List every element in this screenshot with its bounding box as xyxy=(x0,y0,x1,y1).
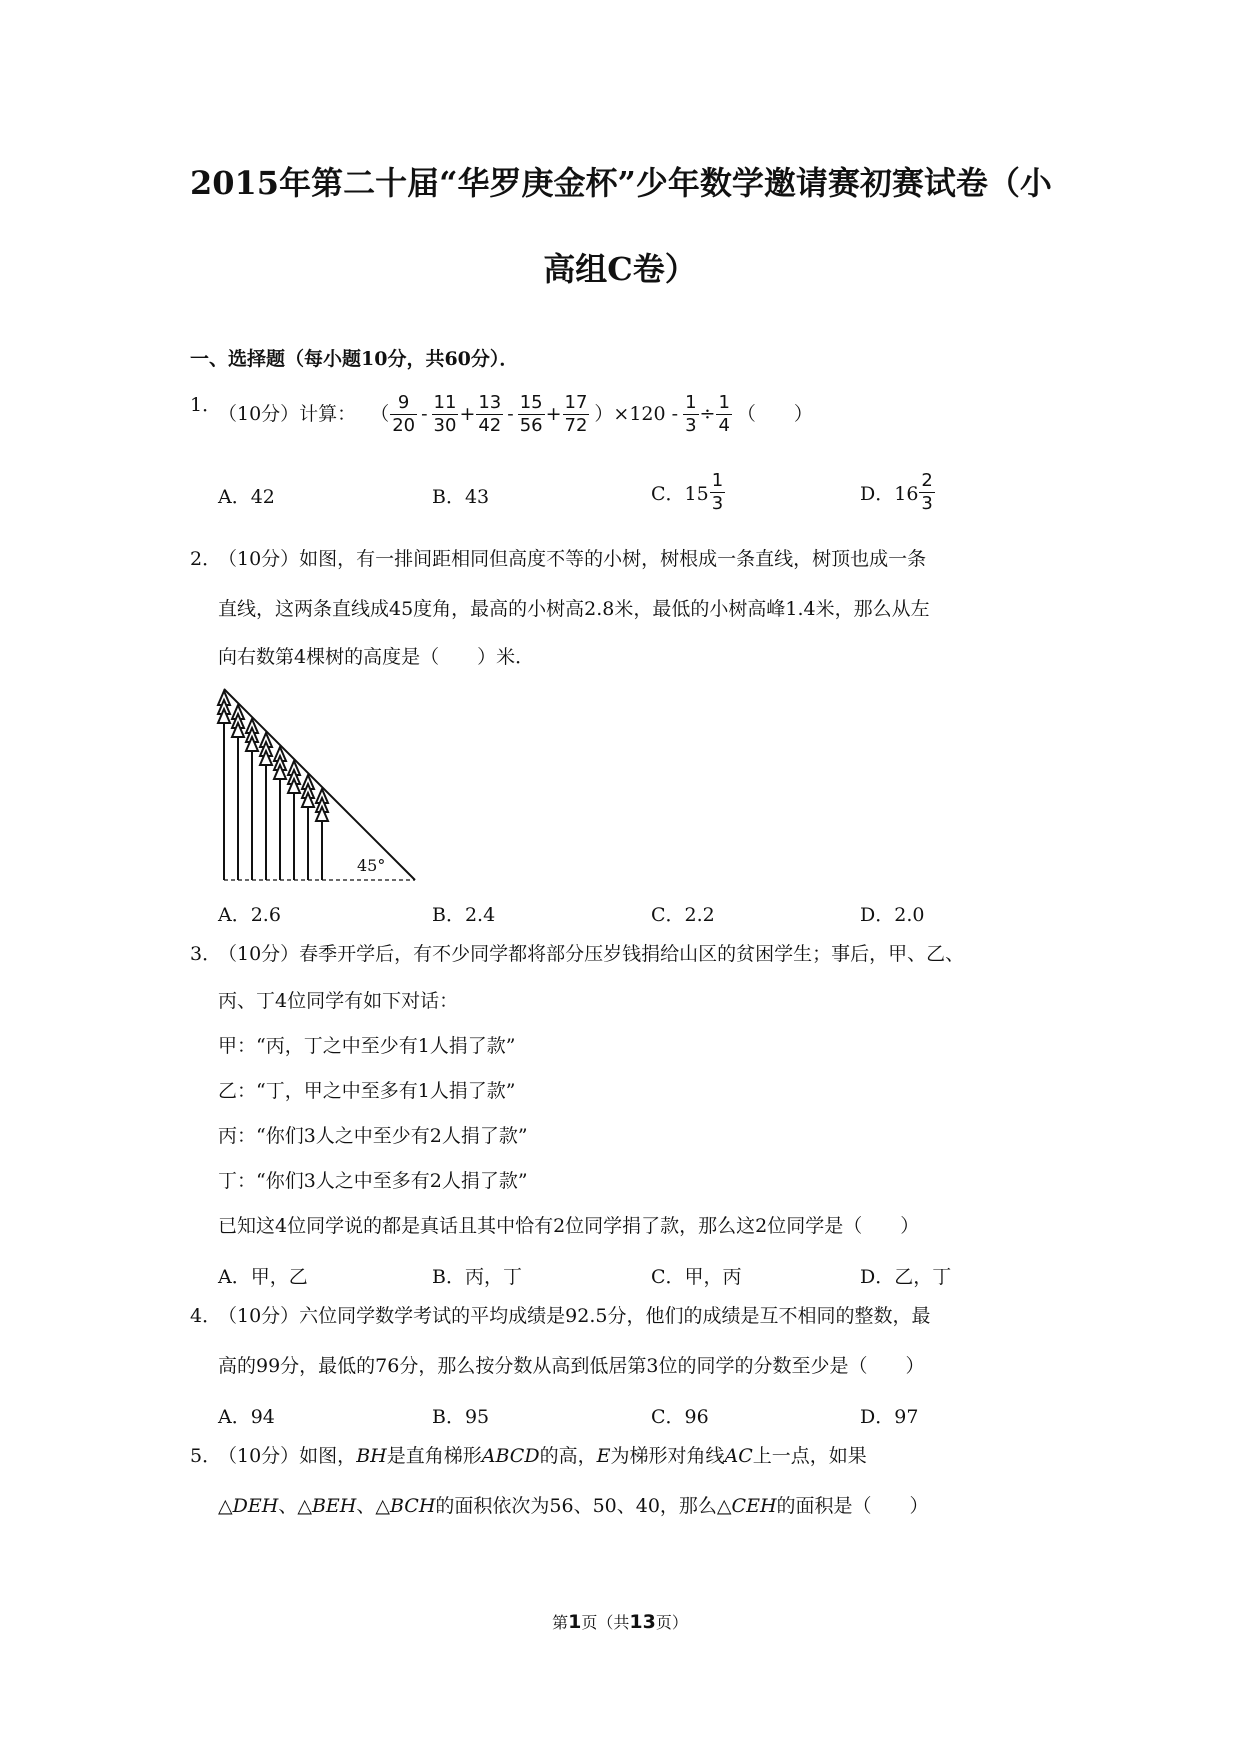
q3-line-1: （10分）春季开学后，有不少同学都将部分压岁钱捐给山区的贫困学生；事后，甲、乙、 xyxy=(218,943,965,965)
q2-option-b: B．2.4 xyxy=(432,904,496,926)
tree xyxy=(288,761,300,880)
q3-number: 3． xyxy=(190,943,222,965)
q3-line-4: 乙：“丁，甲之中至多有1人捐了款” xyxy=(218,1080,516,1102)
q1-option-c xyxy=(651,470,726,515)
q3-line-6: 丁：“你们3人之中至多有2人捐了款” xyxy=(218,1170,528,1192)
q1-option-b: B．43 xyxy=(432,486,490,508)
q3-option-b: B．丙，丁 xyxy=(432,1266,522,1288)
tree xyxy=(232,705,244,880)
title-line-1: 2015年第二十届“华罗庚金杯”少年数学邀请赛初赛试卷（小 xyxy=(190,164,1052,202)
q2-number: 2． xyxy=(190,548,222,570)
q1-fraction-6: $\frac{1}{3}$ xyxy=(685,392,697,436)
q1-expression xyxy=(218,392,813,437)
q3-line-3: 甲：“丙，丁之中至少有1人捐了款” xyxy=(218,1035,516,1057)
q4-option-a: A．94 xyxy=(218,1406,275,1428)
title-line-2: 高组C卷） xyxy=(543,250,697,288)
q3-option-d: D．乙，丁 xyxy=(860,1266,952,1288)
q2-option-c: C．2.2 xyxy=(651,904,715,926)
q4-option-d: D．97 xyxy=(860,1406,919,1428)
q1-option-d-fraction: $\frac{2}{3}$ xyxy=(921,470,933,514)
q5-line-2: △DEH、△BEH、△BCH的面积依次为56、50、40，那么△CEH的面积是（ ） xyxy=(218,1495,929,1517)
q1-fraction-2: $\frac{11}{30}$ xyxy=(433,392,457,436)
q4-number: 4． xyxy=(190,1305,222,1327)
q1-op-2: + xyxy=(459,403,476,425)
q1-number: 1． xyxy=(190,394,222,416)
page-footer: 第1页（共13页） xyxy=(552,1611,688,1633)
q2-line-3: 向右数第4棵树的高度是（ ）米． xyxy=(218,646,535,668)
q1-fraction-3: $\frac{13}{42}$ xyxy=(478,392,502,436)
q4-option-b: B．95 xyxy=(432,1406,490,1428)
q2-option-a: A．2.6 xyxy=(218,904,281,926)
q5-number: 5． xyxy=(190,1445,222,1467)
q1-option-d-prefix: D．16 xyxy=(860,483,919,505)
q2-option-d: D．2.0 xyxy=(860,904,925,926)
q1-op-4: + xyxy=(545,403,562,425)
tree xyxy=(260,733,272,880)
q1-option-c-fraction: $\frac{1}{3}$ xyxy=(711,470,724,514)
q1-option-d xyxy=(860,470,936,515)
angle-label: 45° xyxy=(357,856,386,875)
q4-option-c: C．96 xyxy=(651,1406,709,1428)
tree xyxy=(316,789,328,880)
tree xyxy=(274,747,286,880)
q4-line-1: （10分）六位同学数学考试的平均成绩是92.5分，他们的成绩是互不相同的整数，最 xyxy=(218,1305,931,1327)
tree-diagram xyxy=(215,685,425,885)
q3-line-7: 已知这4位同学说的都是真话且其中恰有2位同学捐了款，那么这2位同学是（ ） xyxy=(218,1215,920,1237)
section-heading: 一、选择题（每小题10分，共60分）． xyxy=(190,348,519,370)
q3-option-c: C．甲，丙 xyxy=(651,1266,742,1288)
q1-fraction-1: $\frac{9}{20}$ xyxy=(392,392,416,436)
q1-tail: （ ） xyxy=(736,403,813,425)
q3-line-2: 丙、丁4位同学有如下对话： xyxy=(218,990,459,1012)
tree xyxy=(218,691,230,880)
q2-line-2: 直线，这两条直线成45度角，最高的小树高2.8米，最低的小树高峰1.4米，那么从左 xyxy=(218,598,930,620)
q2-line-1: （10分）如图，有一排间距相同但高度不等的小树，树根成一条直线，树顶也成一条 xyxy=(218,548,927,570)
tree xyxy=(246,719,258,880)
q1-op-5: ÷ xyxy=(699,403,716,425)
q4-line-2: 高的99分，最低的76分，那么按分数从高到低居第3位的同学的分数至少是（ ） xyxy=(218,1355,925,1377)
q1-mid: ）×120 - xyxy=(594,403,679,425)
q3-line-5: 丙：“你们3人之中至少有2人捐了款” xyxy=(218,1125,528,1147)
q1-fraction-4: $\frac{15}{56}$ xyxy=(519,392,543,436)
q1-op-3: - xyxy=(507,403,514,425)
q3-option-a: A．甲，乙 xyxy=(218,1266,308,1288)
q5-line-1: （10分）如图，BH是直角梯形ABCD的高，E为梯形对角线AC上一点，如果 xyxy=(218,1445,867,1467)
q1-fraction-7: $\frac{1}{4}$ xyxy=(718,392,730,436)
q1-option-c-prefix: C．15 xyxy=(651,483,709,505)
q1-prefix: （10分）计算： xyxy=(218,403,357,425)
q1-paren-open: （ xyxy=(370,403,390,425)
tree xyxy=(302,775,314,880)
q1-fraction-5: $\frac{17}{72}$ xyxy=(564,392,588,436)
q1-option-a: A．42 xyxy=(218,486,275,508)
q1-op-1: - xyxy=(421,403,428,425)
